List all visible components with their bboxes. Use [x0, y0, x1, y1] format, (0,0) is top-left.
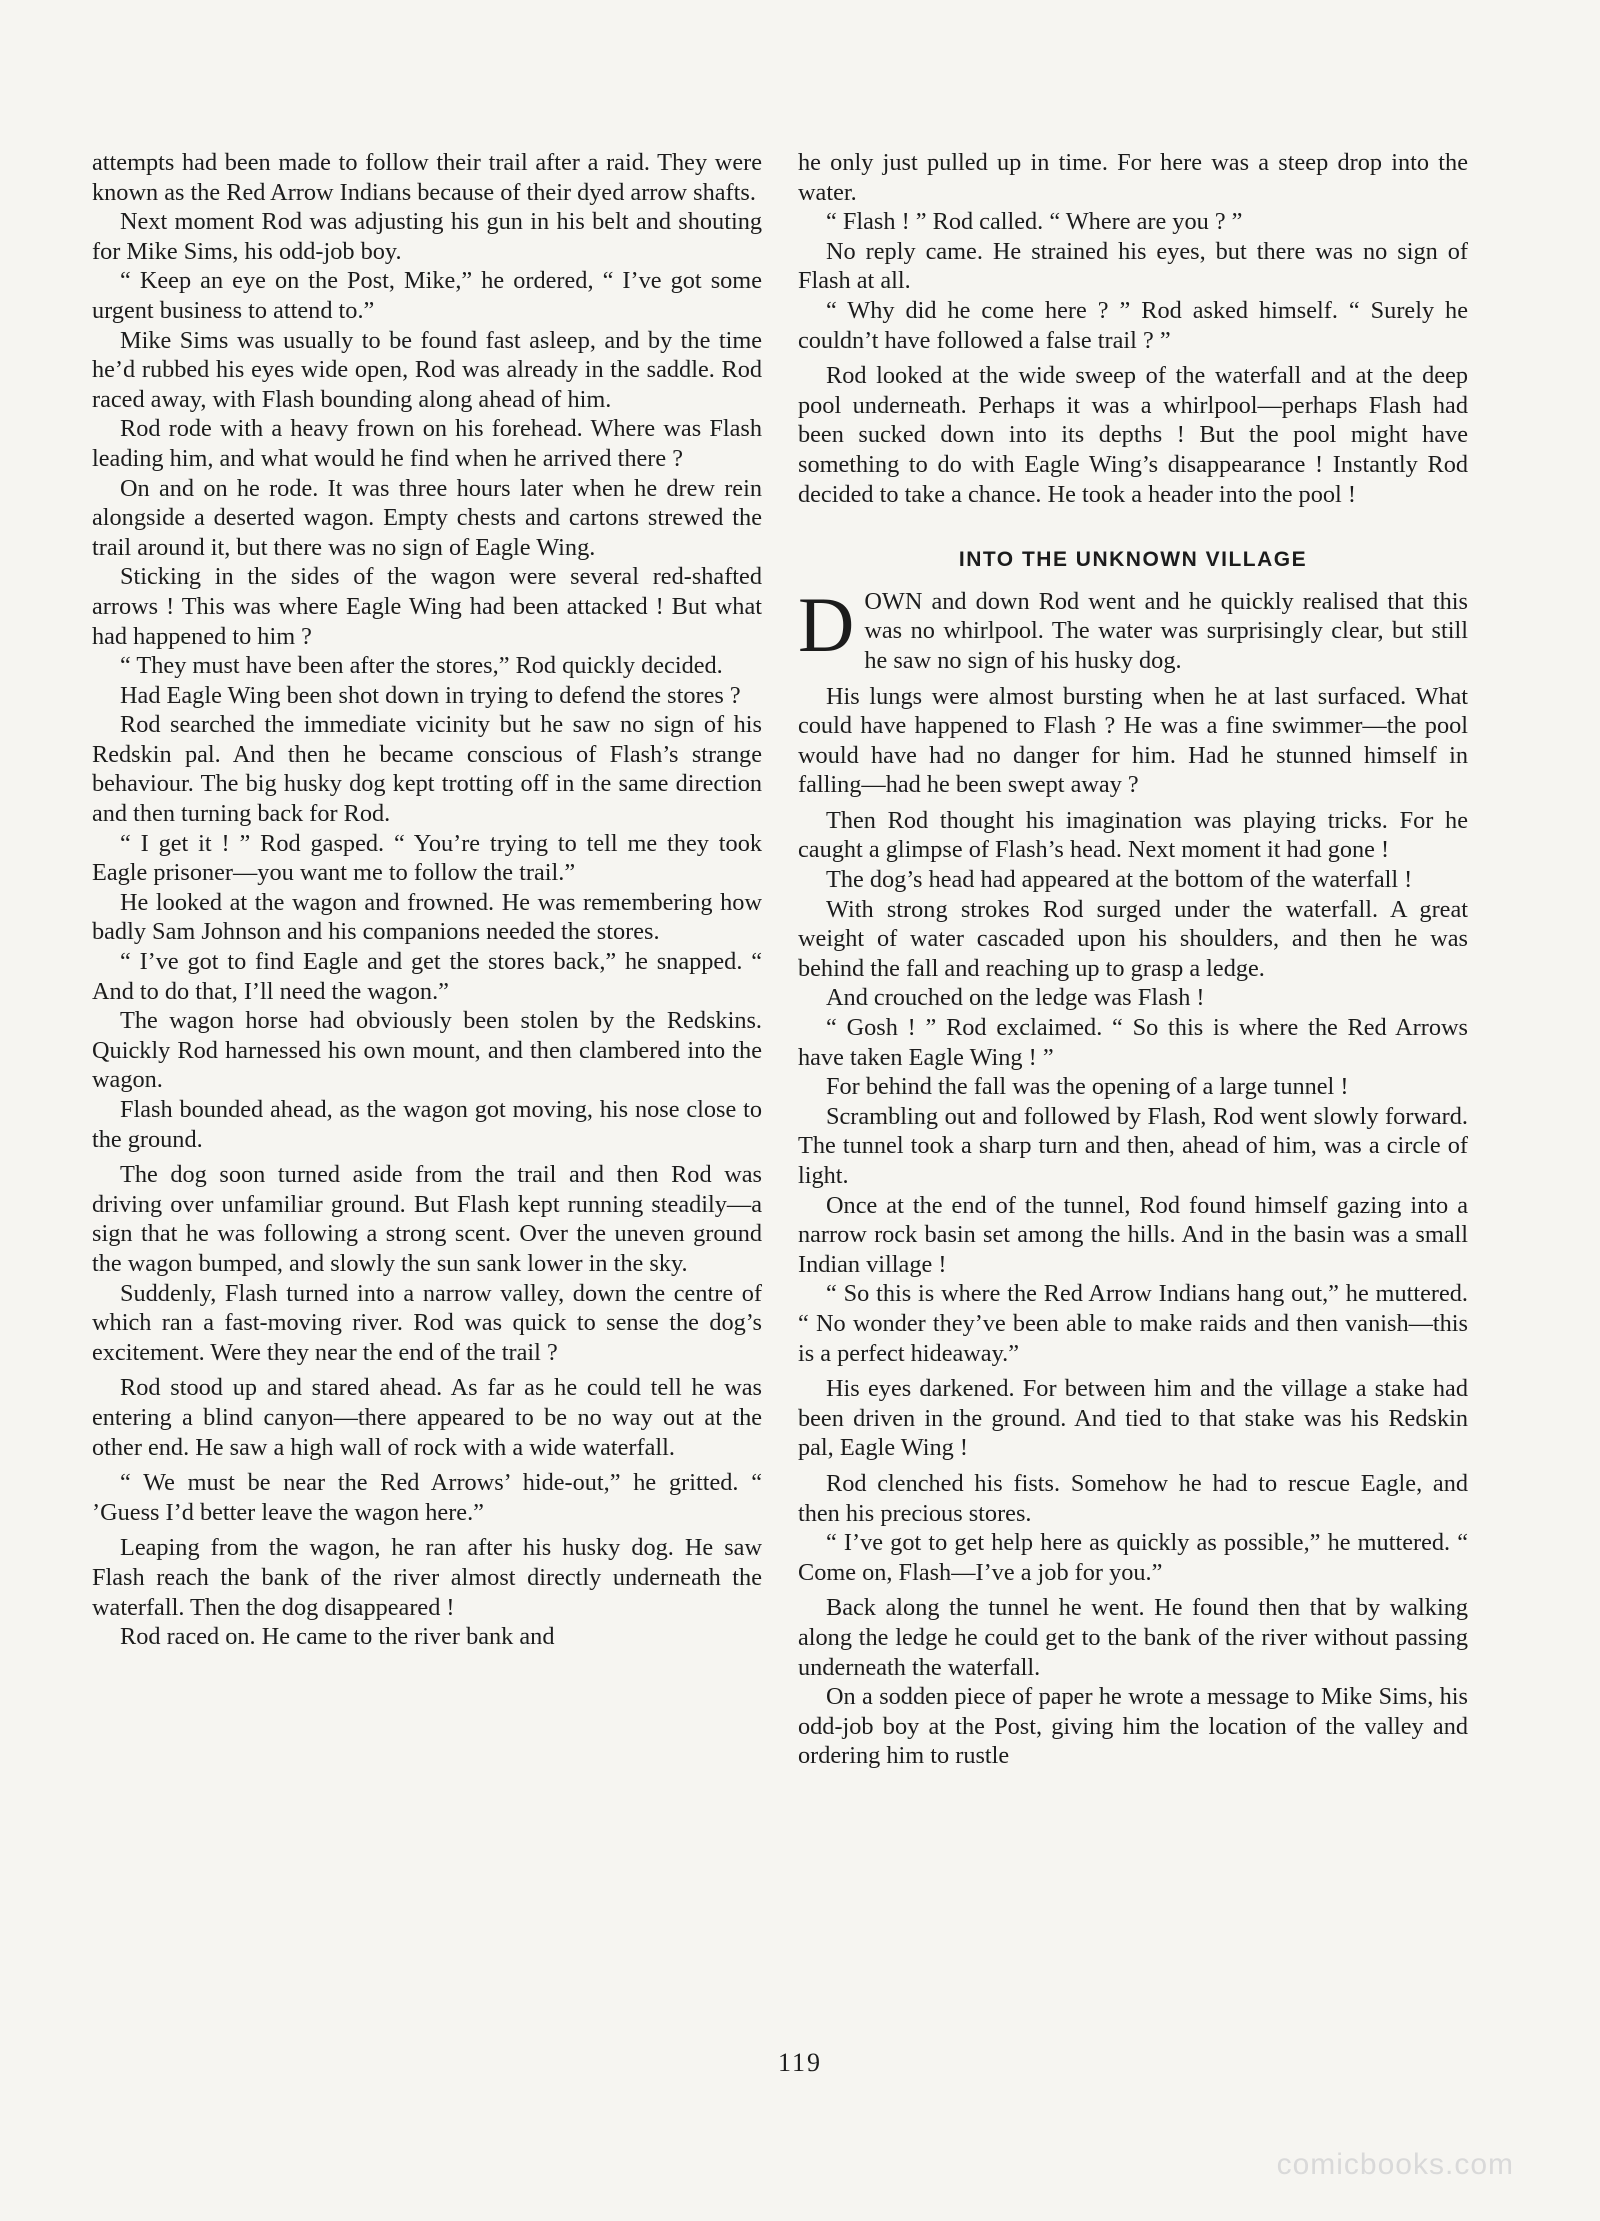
paragraph: For behind the fall was the opening of a large tunnel !	[826, 1073, 1349, 1101]
paragraph: “ Why did he come here ? ” Rod asked himself. “ Surely he couldn’t have followed a false trail ? ”	[798, 296, 1468, 354]
paragraph: “ I’ve got to find Eagle and get the stores back,” he snapped. “ And to do that, I’ll need the wagon.”	[92, 948, 762, 1005]
paragraph: “ I’ve got to get help here as quickly as possible,” he muttered. “ Come on, Flash—I’ve a job for you.”	[798, 1529, 1468, 1586]
paragraph: Rod stood up and stared ahead. As far as he could tell he was entering a blind canyon—there appeared to be no way out at the other end. He saw a high wall of rock with a wide waterfall.	[92, 1374, 762, 1461]
left-column	[92, 148, 762, 1652]
paragraph: The dog’s head had appeared at the bottom of the waterfall !	[826, 866, 1413, 894]
paragraph: With strong strokes Rod surged under the waterfall. A great weight of water cascaded upon his shoulders, and then he was behind the fall and reaching up to grasp a ledge.	[798, 895, 1468, 982]
page-number: 119	[777, 2048, 823, 2077]
paragraph: “ Keep an eye on the Post, Mike,” he ordered, “ I’ve got some urgent business to attend to.”	[92, 267, 762, 324]
paragraph: He looked at the wagon and frowned. He was remembering how badly Sam Johnson and his companions needed the stores.	[92, 888, 762, 946]
watermark: comicbooks.com	[1276, 2148, 1514, 2181]
paragraph: Rod rode with a heavy frown on his forehead. Where was Flash leading him, and what would he find when he arrived there ?	[92, 415, 762, 472]
paragraph: Scrambling out and followed by Flash, Rod went slowly forward. The tunnel took a sharp turn and then, ahead of him, was a circle of light.	[798, 1102, 1468, 1189]
paragraph: “ We must be near the Red Arrows’ hide-out,” he gritted. “ ’Guess I’d better leave the wagon here.”	[92, 1469, 762, 1526]
paragraph: Flash bounded ahead, as the wagon got moving, his nose close to the ground.	[92, 1096, 762, 1153]
drop-cap: D	[798, 580, 855, 668]
paragraph: Leaping from the wagon, he ran after his husky dog. He saw Flash reach the bank of the river almost directly underneath the waterfall. Then the dog disappeared !	[92, 1534, 762, 1621]
paragraph: On and on he rode. It was three hours later when he drew rein alongside a deserted wagon. Empty chests and cartons strewed the trail around it, but there was no sign of Eagle Wing.	[92, 474, 762, 561]
paragraph: Had Eagle Wing been shot down in trying to defend the stores ?	[120, 681, 741, 709]
paragraph: “ Gosh ! ” Rod exclaimed. “ So this is where the Red Arrows have taken Eagle Wing ! ”	[798, 1014, 1468, 1071]
paragraph: Rod looked at the wide sweep of the waterfall and at the deep pool underneath. Perhaps it was a whirlpool—perhaps Flash had been sucked down into its depths ! But the pool might have something to do with Eagle Wing’s disappearance ! Instantly Rod decided to take a chance. He took a header into the pool !	[798, 362, 1468, 508]
paragraph: Sticking in the sides of the wagon were several red-shafted arrows ! This was where Eagle Wing had been attacked ! But what had happened to him ?	[92, 563, 762, 650]
paragraph: Suddenly, Flash turned into a narrow valley, down the centre of which ran a fast-moving river. Rod was quick to sense the dog’s excitement. Were they near the end of the trail ?	[92, 1279, 762, 1366]
paragraph: “ Flash ! ” Rod called. “ Where are you ? ”	[826, 208, 1243, 236]
paragraph: Once at the end of the tunnel, Rod found himself gazing into a narrow rock basin set among the hills. And in the basin was a small Indian village !	[798, 1191, 1468, 1278]
paragraph: Then Rod thought his imagination was playing tricks. For he caught a glimpse of Flash’s head. Next moment it had gone !	[798, 806, 1468, 864]
section-heading: INTO THE UNKNOWN VILLAGE	[958, 548, 1308, 572]
paragraph: The wagon horse had obviously been stolen by the Redskins. Quickly Rod harnessed his own mount, and then clambered into the wagon.	[92, 1007, 762, 1094]
paragraph: “ They must have been after the stores,” Rod quickly decided.	[120, 652, 723, 680]
drop-cap-text: OWN and down Rod went and he quickly realised that this was no whirlpool. The water was surprisingly clear, but still he saw no sign of his husky dog.	[864, 587, 1468, 674]
paragraph: attempts had been made to follow their trail after a raid. They were known as the Red Arrow Indians because of their dyed arrow shafts.	[92, 149, 762, 206]
paragraph: Rod raced on. He came to the river bank and	[120, 1623, 555, 1651]
paragraph: Rod searched the immediate vicinity but he saw no sign of his Redskin pal. And then he became conscious of Flash’s strange behaviour. The big husky dog kept trotting off in the same direction and then turning back for Rod.	[92, 711, 762, 828]
paragraph: His lungs were almost bursting when he at last surfaced. What could have happened to Flash ? He was a fine swimmer—the pool would have had no danger for him. Had he stunned himself in falling—had he been swept away ?	[798, 682, 1468, 799]
paragraph: Next moment Rod was adjusting his gun in his belt and shouting for Mike Sims, his odd-job boy.	[92, 208, 762, 265]
paragraph: No reply came. He strained his eyes, but there was no sign of Flash at all.	[798, 237, 1468, 295]
paragraph: On a sodden piece of paper he wrote a message to Mike Sims, his odd-job boy at the Post, giving him the location of the valley and ordering him to rustle	[798, 1683, 1468, 1770]
paragraph: “ So this is where the Red Arrow Indians hang out,” he muttered. “ No wonder they’ve been able to make raids and then vanish—this is a perfect hideaway.”	[798, 1280, 1468, 1367]
drop-cap-paragraph	[798, 580, 1468, 676]
paragraph: Back along the tunnel he went. He found then that by walking along the ledge he could get to the bank of the river without passing underneath the waterfall.	[798, 1594, 1468, 1681]
paragraph: “ I get it ! ” Rod gasped. “ You’re trying to tell me they took Eagle prisoner—you want me to follow the trail.”	[92, 829, 762, 887]
paragraph: The dog soon turned aside from the trail and then Rod was driving over unfamiliar ground. But Flash kept running steadily—a sign that he was following a strong scent. Over the uneven ground the wagon bumped, and slowly the sun sank lower in the sky.	[92, 1161, 762, 1277]
paragraph: Rod clenched his fists. Somehow he had to rescue Eagle, and then his precious stores.	[798, 1469, 1468, 1527]
paragraph: Mike Sims was usually to be found fast asleep, and by the time he’d rubbed his eyes wide open, Rod was already in the saddle. Rod raced away, with Flash bounding along ahead of him.	[92, 326, 762, 413]
paragraph: he only just pulled up in time. For here was a steep drop into the water.	[798, 149, 1468, 206]
paragraph: His eyes darkened. For between him and the village a stake had been driven in the ground. And tied to that stake was his Redskin pal, Eagle Wing !	[798, 1375, 1468, 1462]
paragraph: And crouched on the ledge was Flash !	[826, 984, 1205, 1012]
right-column	[798, 148, 1468, 1771]
